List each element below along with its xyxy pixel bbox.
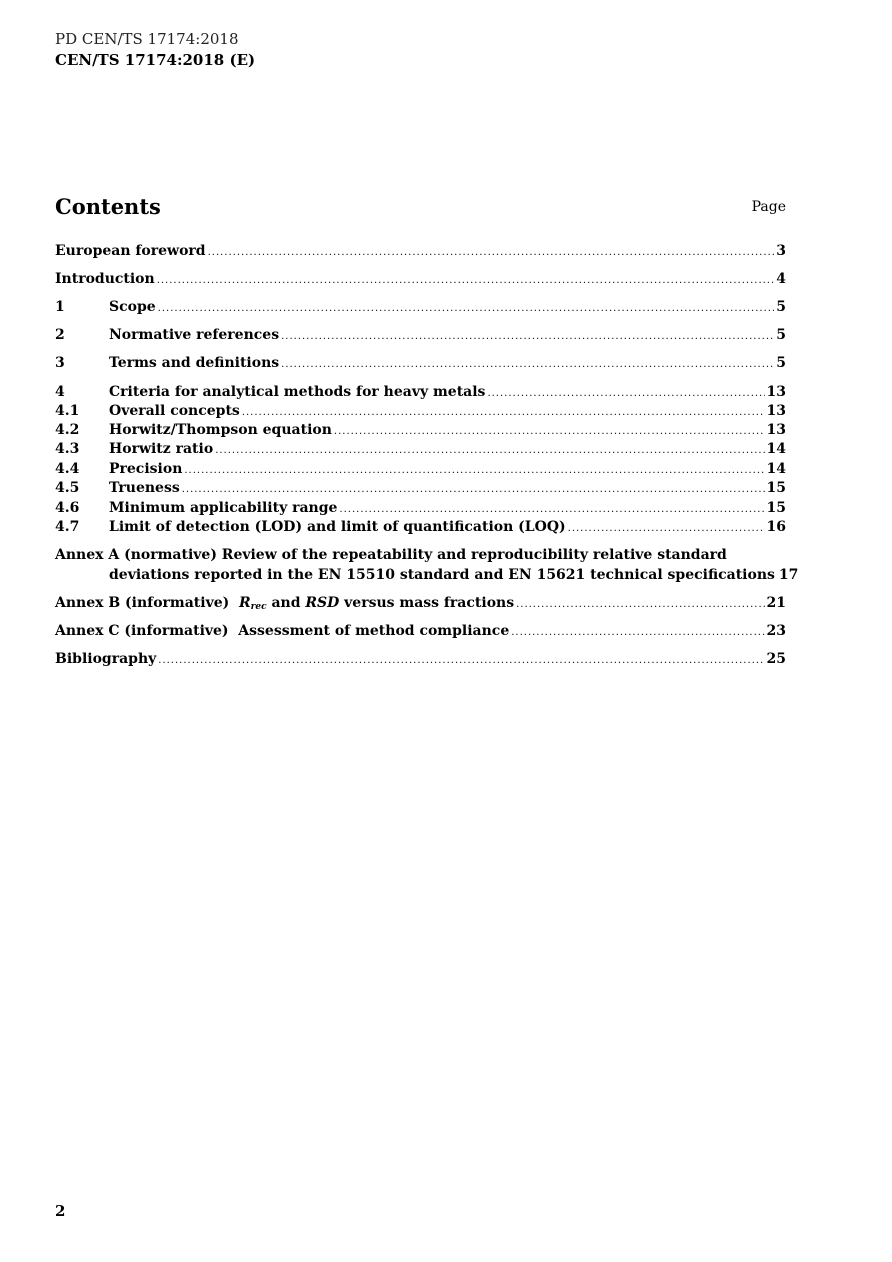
toc-entry-horwitz-ratio[interactable]	[55, 441, 786, 461]
toc-entry-normative-references[interactable]	[55, 327, 786, 347]
toc-number: 3	[55, 355, 65, 371]
leader-dots	[158, 655, 764, 666]
toc-entry-bibliography[interactable]	[55, 651, 786, 671]
toc-page: 25	[766, 651, 786, 667]
page-number: 2	[55, 1202, 66, 1220]
toc-number: 4.1	[55, 403, 80, 419]
leader-dots	[339, 504, 764, 515]
toc-page: 14	[766, 441, 786, 457]
toc-title: European foreword	[55, 243, 206, 259]
annex-b-symbol-rsd: RSD	[305, 595, 340, 611]
leader-dots	[242, 407, 765, 418]
toc-entry-european-foreword[interactable]	[55, 243, 786, 263]
toc-entry-minimum-applicability-range[interactable]	[55, 500, 786, 520]
contents-title: Contents	[55, 194, 161, 219]
annex-b-symbol-sub: rec	[250, 602, 267, 612]
leader-dots	[511, 627, 764, 638]
toc-page: 5	[776, 355, 786, 371]
toc-number: 4.5	[55, 480, 80, 496]
annex-b-suffix: versus mass fractions	[339, 595, 515, 611]
toc-entry-lod-loq[interactable]	[55, 519, 786, 539]
leader-dots	[516, 599, 764, 610]
toc-title: Overall concepts	[109, 403, 240, 419]
annex-b-prefix: Annex B (informative)	[55, 595, 239, 611]
toc-entry-annex-c[interactable]	[55, 623, 786, 643]
toc-page: 5	[776, 327, 786, 343]
annex-b-symbol-r: R	[239, 595, 251, 611]
leader-dots	[157, 275, 775, 286]
toc-title: Annex C (informative) Assessment of method compliance	[55, 623, 510, 639]
toc-page: 13	[766, 384, 786, 400]
toc-number: 2	[55, 327, 65, 343]
toc-title: Minimum applicability range	[109, 500, 338, 516]
leader-dots	[184, 465, 764, 476]
toc-entry-annex-a-line1[interactable]: Annex A (normative) Review of the repeatability and reproducibility relative standard	[55, 547, 727, 563]
toc-title: Criteria for analytical methods for heavy metals	[109, 384, 486, 400]
toc-number: 4.3	[55, 441, 80, 457]
toc-title: Introduction	[55, 271, 155, 287]
toc-entry-overall-concepts[interactable]	[55, 403, 786, 423]
toc-page: 23	[766, 623, 786, 639]
toc-number: 4	[55, 384, 65, 400]
toc-entry-scope[interactable]	[55, 299, 786, 319]
leader-dots	[182, 484, 765, 495]
toc-number: 4.6	[55, 500, 80, 516]
toc-page: 13	[766, 422, 786, 438]
leader-dots	[158, 303, 775, 314]
toc-title: Normative references	[109, 327, 280, 343]
toc-title: Horwitz/Thompson equation	[109, 422, 332, 438]
leader-dots	[281, 359, 774, 370]
toc-page: 14	[766, 461, 786, 477]
toc-title: Trueness	[109, 480, 180, 496]
toc-entry-annex-a[interactable]	[55, 567, 799, 587]
leader-dots	[487, 388, 764, 399]
toc-page: 4	[776, 271, 786, 287]
toc-page: 17	[778, 567, 799, 583]
toc-title: Bibliography	[55, 651, 157, 667]
leader-dots	[568, 523, 765, 534]
toc-number: 1	[55, 299, 65, 315]
header-document-id: PD CEN/TS 17174:2018	[55, 30, 239, 48]
toc-page: 15	[766, 480, 786, 496]
toc-title: Horwitz ratio	[109, 441, 214, 457]
annex-b-and: and	[266, 595, 306, 611]
toc-page: 13	[766, 403, 786, 419]
toc-title: deviations reported in the EN 15510 standard and EN 15621 technical specifications	[109, 567, 775, 583]
toc-entry-trueness[interactable]	[55, 480, 786, 500]
toc-number: 4.4	[55, 461, 80, 477]
toc-page: 5	[776, 299, 786, 315]
toc-entry-precision[interactable]	[55, 461, 786, 481]
toc-number: 4.2	[55, 422, 80, 438]
toc-page: 16	[766, 519, 786, 535]
toc-page: 15	[766, 500, 786, 516]
toc-entry-introduction[interactable]	[55, 271, 786, 291]
toc-entry-horwitz-thompson[interactable]	[55, 422, 786, 442]
toc-entry-annex-b[interactable]	[55, 595, 786, 615]
page-column-label: Page	[751, 199, 786, 215]
toc-title: Precision	[109, 461, 183, 477]
toc-number: 4.7	[55, 519, 80, 535]
toc-title: Limit of detection (LOD) and limit of quantification (LOQ)	[109, 519, 566, 535]
toc-page: 3	[776, 243, 786, 259]
header-standard-id: CEN/TS 17174:2018 (E)	[55, 51, 256, 69]
toc-entry-criteria[interactable]	[55, 384, 786, 404]
leader-dots	[281, 331, 774, 342]
toc-title: Scope	[109, 299, 156, 315]
toc-entry-terms-and-definitions[interactable]	[55, 355, 786, 375]
toc-title	[55, 595, 514, 612]
toc-page: 21	[766, 595, 786, 611]
leader-dots	[334, 426, 765, 437]
leader-dots	[215, 445, 764, 456]
leader-dots	[208, 247, 775, 258]
toc-title: Terms and definitions	[109, 355, 280, 371]
